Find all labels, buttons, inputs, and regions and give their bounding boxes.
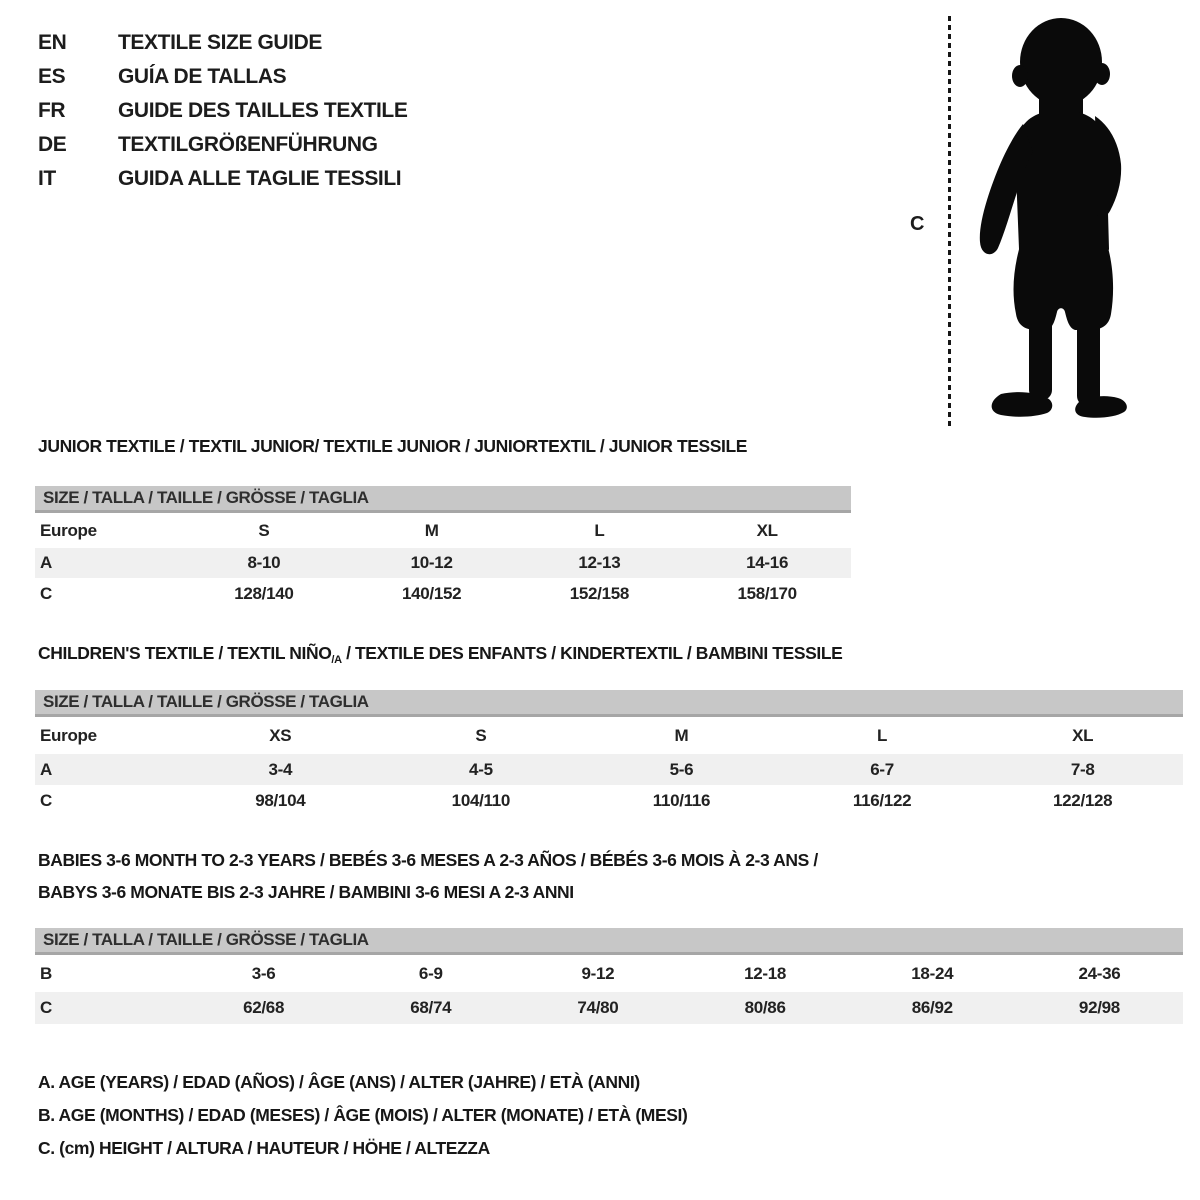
heading-text: / TEXTILE DES ENFANTS / KINDERTEXTIL / BAMBINI TESSILE <box>341 643 843 663</box>
heading-subscript: /A <box>331 654 342 666</box>
table-cell: 6-7 <box>870 759 894 779</box>
table-cell: 140/152 <box>401 584 462 603</box>
table-cell: 9-12 <box>581 963 615 983</box>
table-cell: 158/170 <box>737 584 797 603</box>
language-row-en <box>38 26 407 60</box>
language-title-list <box>38 26 407 196</box>
column-header: XL <box>1072 725 1094 745</box>
column-header: Europe <box>40 520 97 540</box>
column-header: S <box>475 725 487 745</box>
table-cell: 5-6 <box>669 759 694 779</box>
column-header: L <box>594 520 605 540</box>
table-row-height <box>35 785 1183 817</box>
babies-size-table <box>35 928 1183 1024</box>
heading-text: CHILDREN'S TEXTILE / TEXTIL NIÑO <box>38 643 332 663</box>
table-cell: 74/80 <box>577 998 619 1017</box>
column-header: M <box>424 520 439 540</box>
row-label: A <box>40 553 52 572</box>
heading-line-2: BABYS 3-6 MONATE BIS 2-3 JAHRE / BAMBINI 3-6 MESI A 2-3 ANNI <box>38 882 574 902</box>
table-header-row <box>35 717 1183 754</box>
column-header: L <box>877 725 888 745</box>
babies-section-heading <box>38 844 818 908</box>
language-row-de <box>38 128 407 162</box>
table-cell: 86/92 <box>911 998 953 1017</box>
column-header: M <box>674 725 689 745</box>
guide-title-es: GUÍA DE TALLAS <box>118 65 287 88</box>
row-label: C <box>40 998 52 1017</box>
guide-title-it: GUIDA ALLE TAGLIE TESSILI <box>118 167 402 190</box>
language-row-it <box>38 162 407 196</box>
legend-line-c: C. (cm) HEIGHT / ALTURA / HAUTEUR / HÖHE / ALTEZZA <box>38 1138 490 1158</box>
table-row-height <box>35 578 851 610</box>
guide-title-de: TEXTILGRÖßENFÜHRUNG <box>118 133 378 156</box>
junior-size-table <box>35 486 851 610</box>
column-header: Europe <box>40 725 97 745</box>
table-cell: 110/116 <box>652 791 711 810</box>
language-code: IT <box>38 167 56 190</box>
table-cell: 98/104 <box>255 791 306 810</box>
table-cell: 10-12 <box>410 553 453 572</box>
junior-section-heading: JUNIOR TEXTILE / TEXTIL JUNIOR/ TEXTILE JUNIOR / JUNIORTEXTIL / JUNIOR TESSILE <box>38 436 748 456</box>
table-cell: 116/122 <box>852 791 912 810</box>
row-label: B <box>40 963 52 983</box>
table-cell: 128/140 <box>234 584 294 603</box>
language-code: FR <box>38 99 66 122</box>
table-cell: 122/128 <box>1052 791 1113 810</box>
table-cell: 7-8 <box>1070 759 1095 779</box>
table-cell: 12-18 <box>744 963 787 983</box>
table-cell: 14-16 <box>746 553 789 572</box>
toddler-silhouette-icon <box>977 14 1137 419</box>
table-cell: 8-10 <box>247 553 281 572</box>
table-cell: 152/158 <box>569 584 630 603</box>
size-header-band: SIZE / TALLA / TAILLE / GRÖSSE / TAGLIA <box>35 928 1183 955</box>
table-cell: 12-13 <box>578 553 621 572</box>
heading-line-1: BABIES 3-6 MONTH TO 2-3 YEARS / BEBÉS 3-6 MESES A 2-3 AÑOS / BÉBÉS 3-6 MOIS À 2-3 ANS / <box>38 850 818 870</box>
language-row-es <box>38 60 407 94</box>
table-row-age-months <box>35 955 1183 992</box>
language-code: EN <box>38 31 67 54</box>
language-code: ES <box>38 65 66 88</box>
row-label: C <box>40 791 52 810</box>
column-header: XS <box>269 725 292 745</box>
table-row-age <box>35 548 851 578</box>
language-row-fr <box>38 94 407 128</box>
language-code: DE <box>38 133 67 156</box>
table-cell: 68/74 <box>410 998 452 1017</box>
measurement-legend <box>38 1066 687 1165</box>
column-header: S <box>258 520 270 540</box>
table-cell: 104/110 <box>451 791 511 810</box>
table-cell: 62/68 <box>243 998 285 1017</box>
table-row-age <box>35 754 1183 785</box>
table-cell: 92/98 <box>1078 998 1120 1017</box>
legend-line-a: A. AGE (YEARS) / EDAD (AÑOS) / ÂGE (ANS) / ALTER (JAHRE) / ETÀ (ANNI) <box>38 1072 640 1092</box>
guide-title-en: TEXTILE SIZE GUIDE <box>118 31 322 54</box>
column-header: XL <box>756 520 778 540</box>
row-label: A <box>40 759 52 779</box>
children-section-heading <box>38 643 842 666</box>
guide-title-fr: GUIDE DES TAILLES TEXTILE <box>118 99 408 122</box>
size-header-band: SIZE / TALLA / TAILLE / GRÖSSE / TAGLIA <box>35 690 1183 717</box>
row-label: C <box>40 584 52 603</box>
table-row-height <box>35 992 1183 1024</box>
table-cell: 4-5 <box>469 759 493 779</box>
height-measure-label: C <box>910 213 925 235</box>
table-cell: 24-36 <box>1078 963 1121 983</box>
table-cell: 6-9 <box>418 963 443 983</box>
table-cell: 80/86 <box>744 998 786 1017</box>
table-header-row <box>35 513 851 548</box>
height-measure-dashed-line <box>948 16 951 430</box>
children-size-table <box>35 690 1183 817</box>
table-cell: 3-6 <box>251 963 276 983</box>
legend-line-b: B. AGE (MONTHS) / EDAD (MESES) / ÂGE (MOIS) / ALTER (MONATE) / ETÀ (MESI) <box>38 1105 688 1125</box>
size-header-band: SIZE / TALLA / TAILLE / GRÖSSE / TAGLIA <box>35 486 851 513</box>
table-cell: 3-4 <box>268 759 293 779</box>
table-cell: 18-24 <box>911 963 954 983</box>
